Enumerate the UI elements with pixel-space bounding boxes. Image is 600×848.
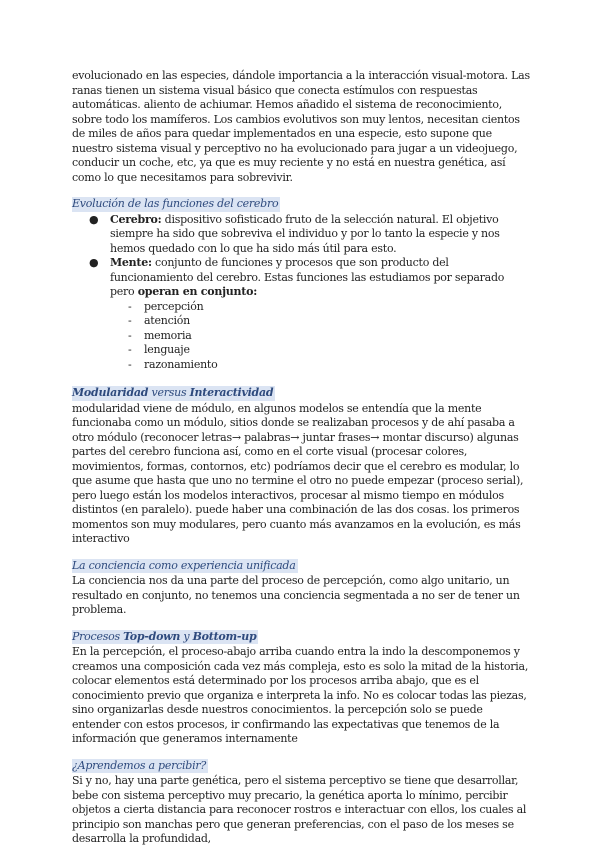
list-item-mente xyxy=(72,256,530,372)
functions-list xyxy=(72,300,530,373)
heading-term-modularidad: Modularidad xyxy=(72,386,149,399)
list-item: - lenguaje xyxy=(72,343,530,358)
section-heading-evolucion: Evolución de las funciones del cerebro xyxy=(72,197,279,210)
section-heading-aprendemos: ¿Aprendemos a percibir? xyxy=(72,758,206,772)
definition-cerebro: dispositivo sofisticado fruto de la selección natural. El objetivo siempre ha sido que sobreviva el individuo y por lo tanto la especie y nos hemos quedado con lo que ha sido más útil para esto. xyxy=(110,212,500,255)
heading-term-top-down: Top-down xyxy=(123,629,181,643)
list-item: - atención xyxy=(72,314,530,329)
section-heading-modularidad xyxy=(72,386,275,401)
document-body xyxy=(72,69,530,847)
conciencia-paragraph: La conciencia nos da una parte del proceso de percepción, como algo unitario, un resultado en conjunto, no tenemos una conciencia segmentada a no ser de tener un problema. xyxy=(72,574,520,616)
intro-paragraph: evolucionado en las especies, dándole importancia a la interacción visual-motora. Las ranas tienen un sistema visual básico que conecta estímulos con respuestas automáticas. aliento de achiumar. Hemos añadido el sistema de reconocimiento, sobre todo los mamíferos. Los cambios evolutivos son muy lentos, necesitan cientos de miles de años para quedar implementados en una especie, esto supone que nuestro sistema visual y perceptivo no ha evolucionado para jugar a un videojuego, conducir un coche, etc, ya que es muy reciente y no está en nuestra genética, así como lo que necesitamos para sobrevivir. xyxy=(72,69,530,184)
definition-mente: conjunto de funciones y procesos que son producto del funcionamiento del cerebro. Estas funciones las estudiamos por separado pero xyxy=(110,256,505,298)
heading-term-interactividad: Interactividad xyxy=(189,386,274,399)
mente-emphasis: operan en conjunto: xyxy=(137,285,258,298)
heading-prefix: Procesos xyxy=(72,629,124,643)
list-item: - percepción xyxy=(72,300,530,315)
term-mente: Mente: xyxy=(110,256,152,269)
procesos-paragraph: En la percepción, el proceso-abajo arriba cuando entra la indo la descomponemos y creamos una composición cada vez más compleja, esto es solo la mitad de la historia, colocar elementos está determinado por los procesos arriba abajo, que es el conocimiento previo que organiza e interpreta la info. No es colocar todas las piezas, sino organizarlas desde nuestros conocimientos. la percepción solo se puede entender con estos procesos, ir confirmando las expectativas que tenemos de la información que generamos internamente xyxy=(72,645,529,745)
heading-term-bottom-up: Bottom-up xyxy=(192,629,257,643)
heading-connector: versus xyxy=(148,386,190,399)
section-heading-procesos xyxy=(72,630,258,645)
cerebro-mente-list xyxy=(72,213,530,373)
term-cerebro: Cerebro: xyxy=(110,212,162,226)
modularidad-paragraph: modularidad viene de módulo, en algunos modelos se entendía que la mente funcionaba como un módulo, sitios donde se realizaban procesos y de ahí pasaba a otro módulo (reconocer letras→ palabras→ juntar frases→ montar discurso) algunas partes del cerebro funciona así, como en el corte visual (procesar colores, movimientos, formas, contornos, etc) podríamos decir que el cerebro es modular, lo que asume que hasta que uno no termine el otro no puede empezar (proceso serial), pero luego están los modelos interactivos, procesar al mismo tiempo en módulos distintos (en paralelo). puede haber una combinación de las dos cosas. los primeros momentos son muy modulares, pero cuanto más avanzamos en la evolución, es más interactivo xyxy=(72,401,524,545)
aprendemos-paragraph: Si y no, hay una parte genética, pero el sistema perceptivo se tiene que desarrollar, bebe con sistema perceptivo muy precario, la genética aporta lo mínimo, percibir objetos a cierta distancia para reconocer rostros e interactuar con ellos, los cuales al principio son manchas pero que generan preferencias, con el paso de los meses se desarrolla la profundidad, xyxy=(72,774,527,845)
list-item-cerebro xyxy=(72,213,530,257)
section-heading-conciencia: La conciencia como experiencia unificada xyxy=(72,558,296,572)
heading-connector: y xyxy=(180,629,193,643)
list-item: - razonamiento xyxy=(72,358,530,373)
bullet-icon: ● xyxy=(89,256,99,269)
bullet-icon: ● xyxy=(89,212,99,226)
list-item: - memoria xyxy=(72,329,530,344)
